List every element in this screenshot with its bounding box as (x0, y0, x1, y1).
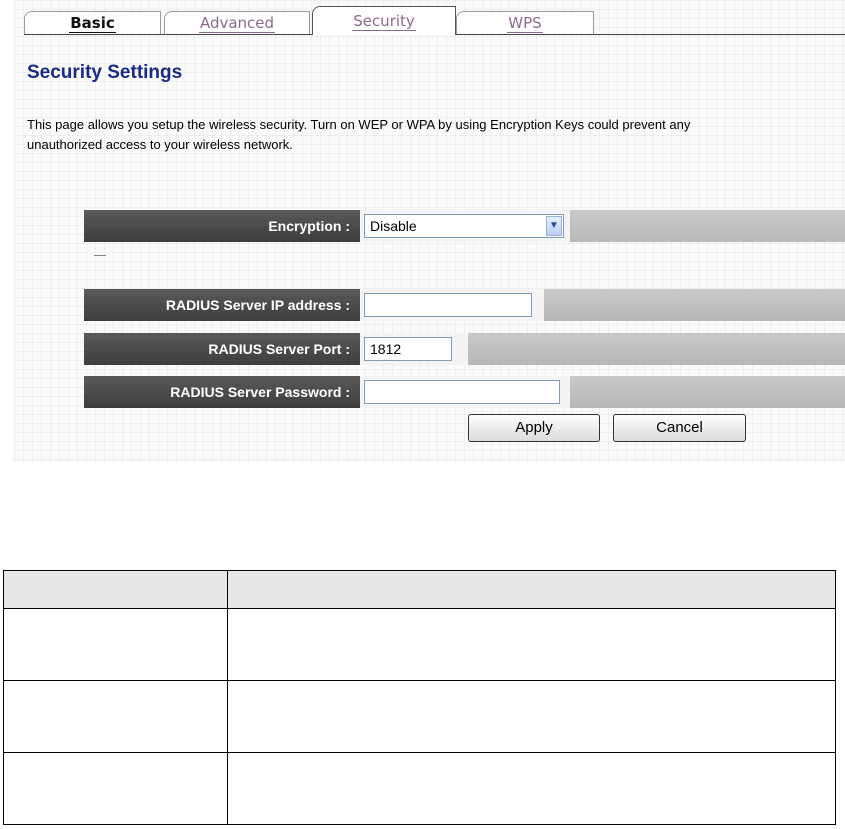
tab-security[interactable] (312, 6, 456, 35)
radius-ip-row (84, 289, 845, 321)
tab-wps[interactable] (456, 11, 594, 34)
tab-wps-label: WPS (508, 14, 542, 32)
radius-password-field-area (360, 376, 570, 408)
encryption-field-area (360, 210, 570, 242)
radius-ip-label: RADIUS Server IP address : (84, 289, 360, 321)
encryption-row (84, 210, 845, 242)
tab-basic-label: Basic (70, 14, 115, 32)
table-row (4, 609, 836, 681)
radius-ip-input[interactable] (364, 293, 532, 317)
table-row (4, 681, 836, 753)
chevron-down-icon[interactable]: ▼ (546, 216, 562, 236)
table-header-row (4, 571, 836, 609)
radius-password-row (84, 376, 845, 408)
cancel-button[interactable]: Cancel (613, 414, 746, 442)
description-table (3, 570, 836, 825)
table-cell (228, 609, 836, 681)
tab-advanced-label: Advanced (199, 14, 275, 32)
separator-dash (94, 255, 106, 256)
table-header-cell (4, 571, 228, 609)
radius-ip-field-area (360, 289, 544, 321)
table-cell (4, 609, 228, 681)
table-cell (228, 681, 836, 753)
radius-port-field-area (360, 333, 468, 365)
encryption-select-value: Disable (370, 218, 417, 234)
tab-security-label: Security (353, 12, 415, 30)
radius-port-input[interactable]: 1812 (364, 337, 452, 361)
radius-password-input[interactable] (364, 380, 560, 404)
radius-password-label: RADIUS Server Password : (84, 376, 360, 408)
table-header-cell (228, 571, 836, 609)
table-row (4, 753, 836, 825)
radius-port-row (84, 333, 845, 365)
page-title: Security Settings (27, 62, 183, 83)
radius-port-label: RADIUS Server Port : (84, 333, 360, 365)
tab-advanced[interactable] (164, 11, 310, 34)
encryption-label: Encryption : (84, 210, 360, 242)
router-config-screenshot (14, 0, 845, 462)
table-cell (228, 753, 836, 825)
apply-button[interactable]: Apply (468, 414, 600, 442)
table-cell (4, 681, 228, 753)
page-description: This page allows you setup the wireless security. Turn on WEP or WPA by using Encryption Keys could prevent any unauthorized access to your wireless network. (27, 117, 691, 152)
tab-bar (24, 6, 845, 35)
encryption-select[interactable] (364, 214, 564, 238)
table-cell (4, 753, 228, 825)
tab-basic[interactable] (24, 11, 161, 34)
